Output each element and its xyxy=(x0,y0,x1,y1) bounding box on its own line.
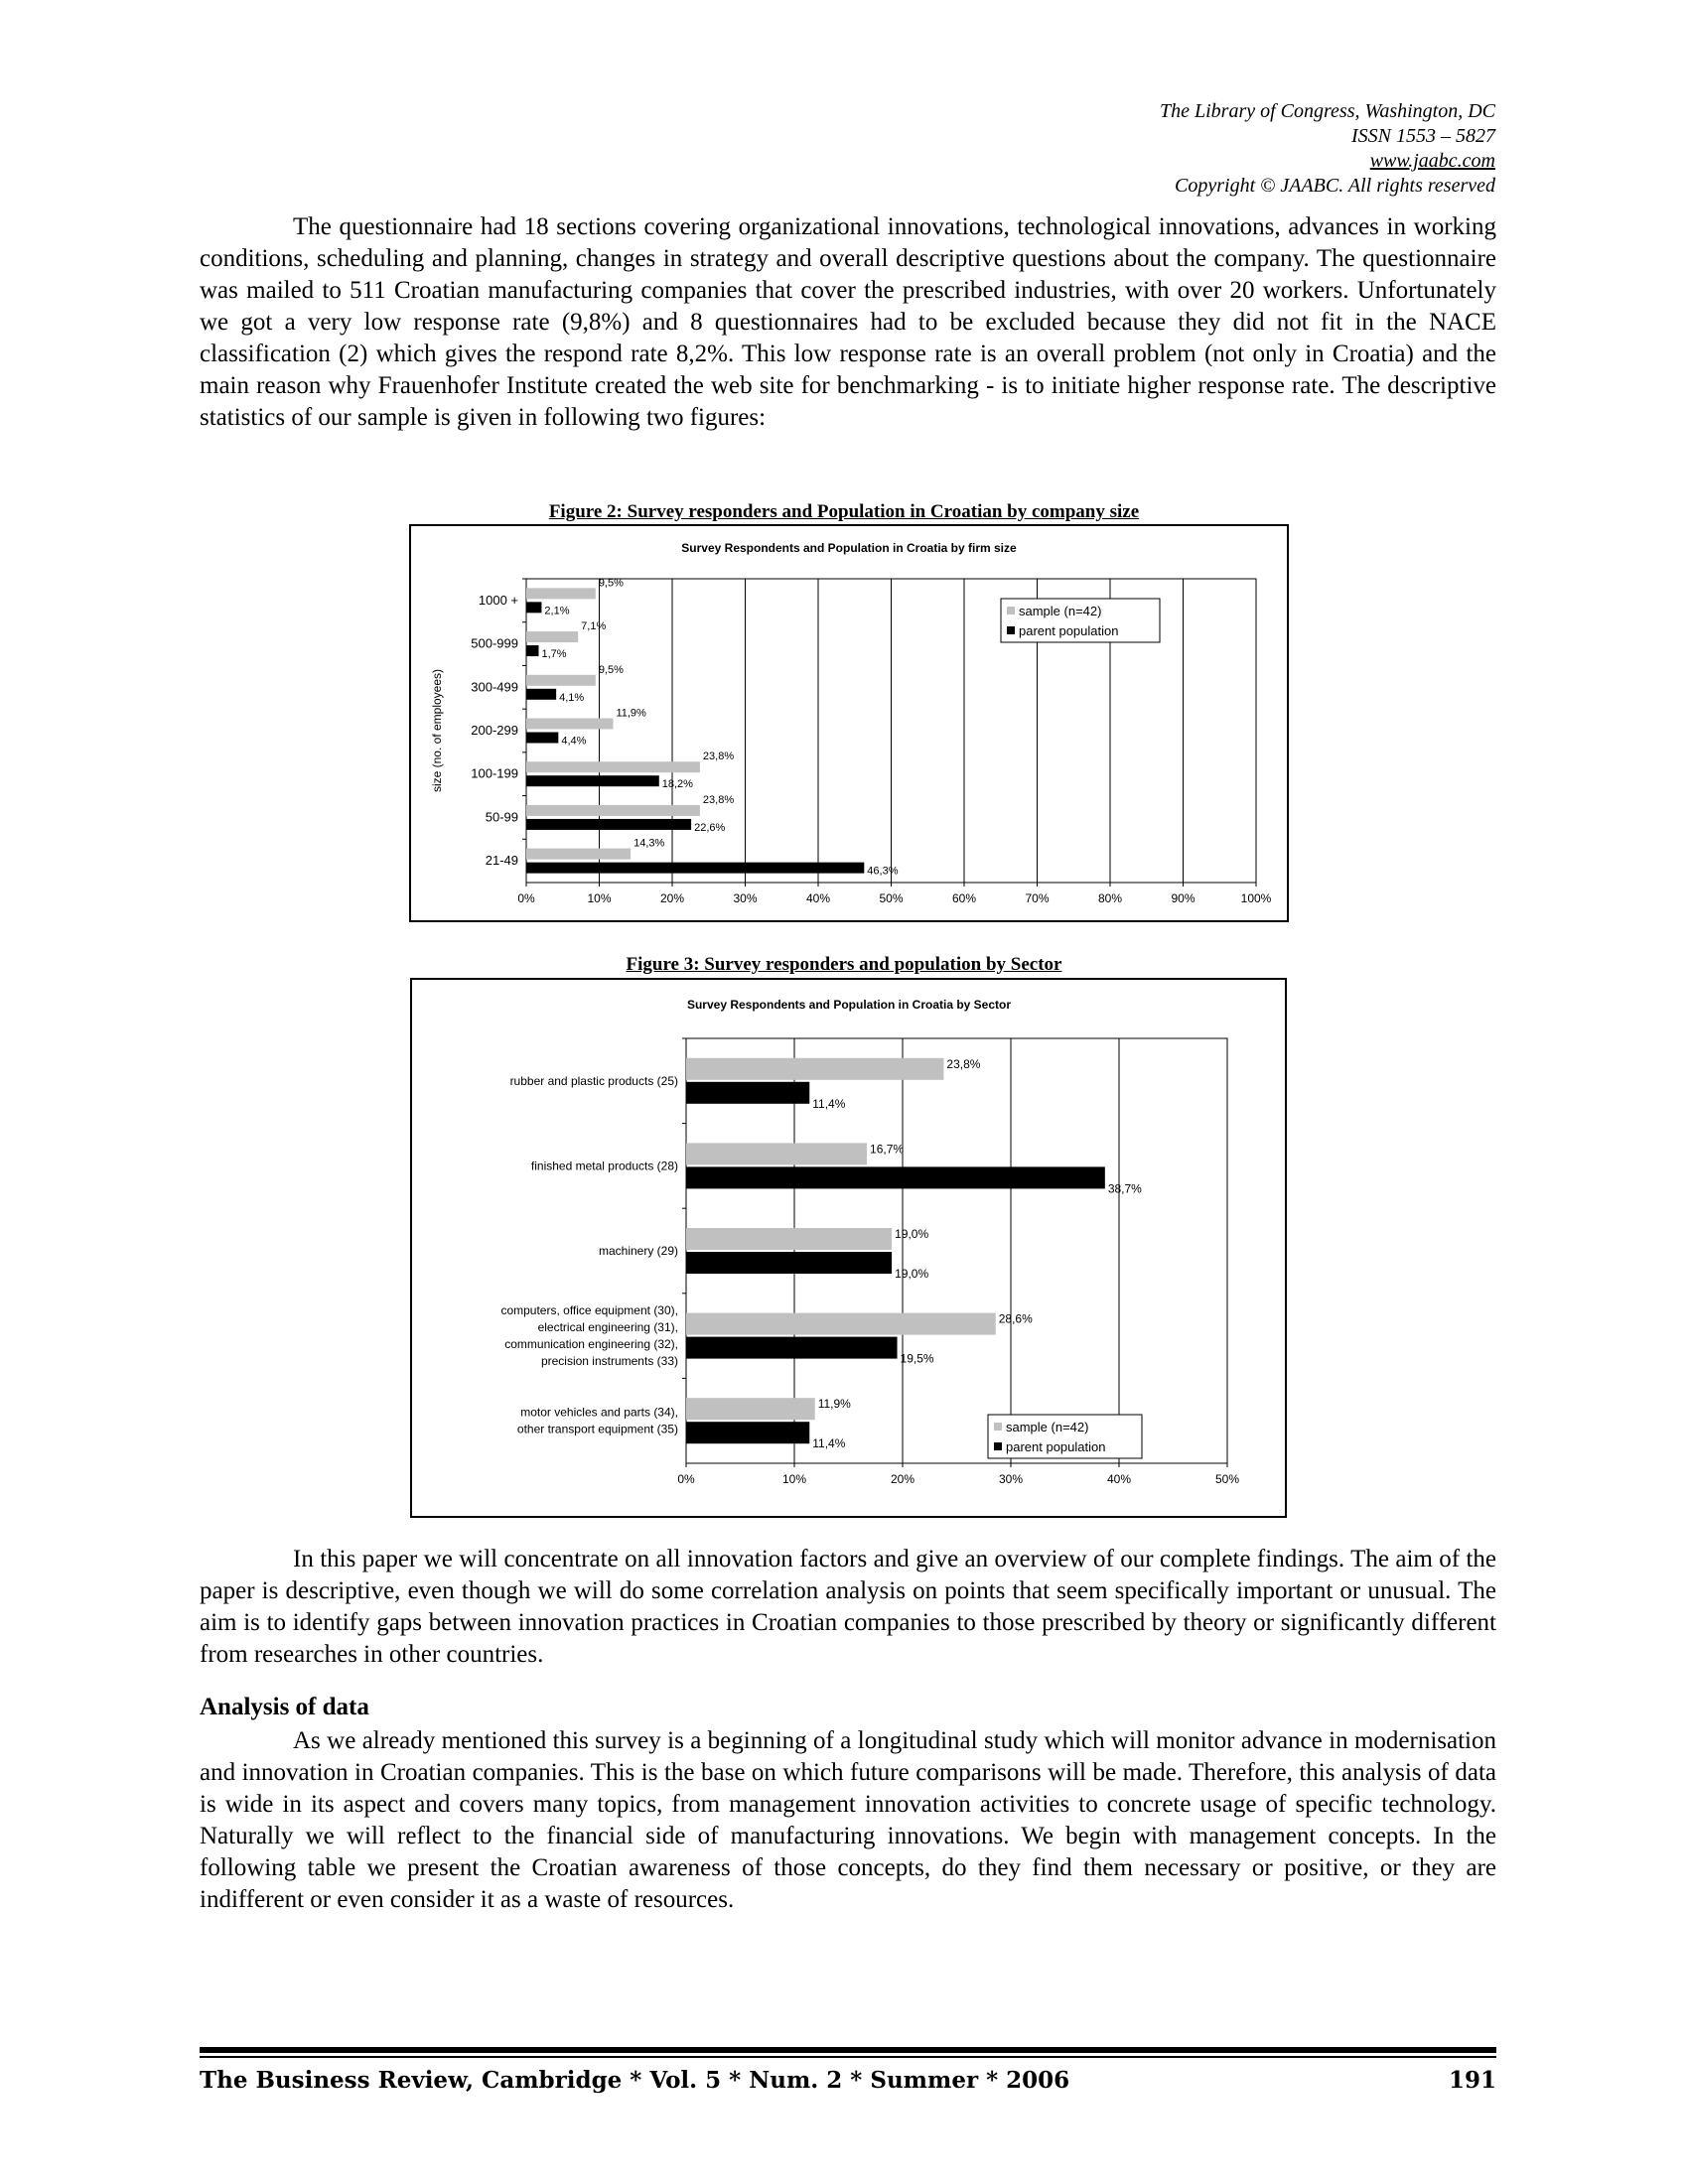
x-tick-label: 50% xyxy=(879,891,904,905)
bar-sample xyxy=(526,805,700,816)
data-label-sample: 9,5% xyxy=(598,577,624,590)
paragraph-text: In this paper we will concentrate on all innovation factors and give an overview of our complete findings. The aim of the paper is descriptive, even though we will do some correlation analysis on points that seem specifically important or unusual. The aim is to identify gaps between innovation practices in Croatian companies to those prescribed by theory or significantly different from researches in other countries. xyxy=(200,1546,1496,1668)
data-label-population: 4,1% xyxy=(559,691,585,704)
legend-swatch-population xyxy=(1007,626,1015,634)
data-label-sample: 19,0% xyxy=(895,1227,929,1241)
legend-label-population: parent population xyxy=(1019,623,1119,638)
figure-caption-text: Figure 3: Survey responders and population by Sector xyxy=(626,954,1062,975)
bar-sample xyxy=(526,719,613,730)
data-label-sample: 23,8% xyxy=(702,751,735,763)
bar-population xyxy=(686,1166,1105,1188)
bar-population xyxy=(526,645,538,656)
bar-sample xyxy=(526,761,700,772)
bar-population xyxy=(686,1082,809,1104)
data-label-population: 19,5% xyxy=(900,1351,934,1366)
x-tick-label: 10% xyxy=(587,891,612,905)
bar-population xyxy=(526,819,691,830)
bar-sample xyxy=(686,1398,815,1420)
bar-population xyxy=(686,1422,809,1443)
bar-sample xyxy=(686,1313,996,1335)
bar-sample xyxy=(686,1143,867,1164)
legend-swatch-population xyxy=(994,1442,1002,1450)
category-label: 50-99 xyxy=(485,809,518,825)
x-tick-label: 100% xyxy=(1240,891,1272,905)
x-tick-label: 30% xyxy=(998,1472,1024,1486)
bar-population xyxy=(526,689,556,700)
category-label: electrical engineering (31), xyxy=(537,1320,678,1335)
data-label-population: 1,7% xyxy=(541,648,567,661)
category-label: 21-49 xyxy=(485,853,518,869)
header-library: The Library of Congress, Washington, DC xyxy=(1159,100,1495,122)
footer-rule xyxy=(200,2047,1496,2058)
data-label-population: 4,4% xyxy=(561,735,587,748)
data-label-sample: 28,6% xyxy=(998,1311,1033,1326)
x-tick-label: 90% xyxy=(1171,891,1196,905)
section-heading-analysis: Analysis of data xyxy=(200,1694,369,1720)
bar-population xyxy=(526,602,541,613)
sector-bar-chart xyxy=(412,980,1285,1516)
y-axis-label: size (no. of employees) xyxy=(430,668,444,793)
bar-population xyxy=(686,1252,892,1274)
figure-2-chart xyxy=(409,524,1289,922)
legend-label-sample: sample (n=42) xyxy=(1019,604,1102,618)
x-tick-label: 70% xyxy=(1025,891,1050,905)
data-label-population: 11,4% xyxy=(812,1436,846,1451)
category-label: 300-499 xyxy=(471,679,518,695)
paragraph-text: As we already mentioned this survey is a beginning of a longitudinal study which will monitor advance in modernisation and innovation in Croatian companies. This is the base on which future comparisons will be made. Therefore, this analysis of data is wide in its aspect and covers many topics, from management innovation activities to concrete usage of specific technology. Naturally we will reflect to the financial side of manufacturing innovations. We begin with management concepts. In the following table we present the Croatian awareness of those concepts, do they find them necessary or positive, or they are indifferent or even consider it as a waste of resources. xyxy=(200,1727,1496,1913)
data-label-sample: 11,9% xyxy=(817,1397,851,1412)
data-label-population: 11,4% xyxy=(812,1096,846,1111)
category-label: 100-199 xyxy=(471,765,518,781)
paragraph-text: The questionnaire had 18 sections covering organizational innovations, technological innovations, advances in working conditions, scheduling and planning, changes in strategy and overall descriptive questions about the company. The questionnaire was mailed to 511 Croatian manufacturing companies that cover the prescribed industries, with over 20 workers. Unfortunately we got a very low response rate (9,8%) and 8 questionnaires had to be excluded because they did not fit in the NACE classification (2) which gives the respond rate 8,2%. This low response rate is an overall problem (not only in Croatia) and the main reason why Frauenhofer Institute created the web site for benchmarking - is to initiate higher response rate. The descriptive statistics of our sample is given in following two figures: xyxy=(200,213,1496,431)
legend-swatch-sample xyxy=(994,1423,1002,1431)
category-label: precision instruments (33) xyxy=(540,1354,678,1369)
data-label-population: 22,6% xyxy=(694,821,726,834)
category-label: motor vehicles and parts (34), xyxy=(520,1405,678,1420)
bar-sample xyxy=(526,631,578,642)
chart-title: Survey Respondents and Population in Croatia by Sector xyxy=(686,998,1012,1012)
data-label-sample: 16,7% xyxy=(870,1142,905,1157)
body-paragraph-2 xyxy=(200,1544,1496,1671)
category-label: 500-999 xyxy=(471,635,518,651)
category-label: other transport equipment (35) xyxy=(516,1422,678,1436)
data-label-sample: 23,8% xyxy=(946,1056,981,1071)
category-label: 1000 + xyxy=(478,592,518,608)
x-tick-label: 20% xyxy=(659,891,685,905)
data-label-sample: 23,8% xyxy=(702,793,735,806)
x-tick-label: 20% xyxy=(890,1472,915,1486)
legend-label-population: parent population xyxy=(1006,1439,1106,1454)
category-label: finished metal products (28) xyxy=(530,1159,678,1173)
bar-population xyxy=(686,1337,898,1359)
x-tick-label: 80% xyxy=(1097,891,1123,905)
x-tick-label: 0% xyxy=(677,1472,695,1486)
page-number: 191 xyxy=(1448,2067,1496,2094)
category-label: machinery (29) xyxy=(598,1244,678,1258)
bar-population xyxy=(526,733,558,744)
header-copyright: Copyright © JAABC. All rights reserved xyxy=(1175,175,1495,197)
figure-caption-text: Figure 2: Survey responders and Population in Croatian by company size xyxy=(548,501,1140,522)
x-tick-label: 0% xyxy=(517,891,535,905)
category-label: communication engineering (32), xyxy=(504,1337,678,1352)
bar-sample xyxy=(526,588,596,599)
data-label-sample: 14,3% xyxy=(633,837,665,850)
category-label: computers, office equipment (30), xyxy=(500,1303,678,1318)
data-label-population: 18,2% xyxy=(661,778,693,791)
x-tick-label: 10% xyxy=(781,1472,807,1486)
data-label-sample: 7,1% xyxy=(581,620,607,633)
data-label-sample: 11,9% xyxy=(616,707,646,720)
data-label-population: 38,7% xyxy=(1107,1181,1142,1196)
figure-2-caption xyxy=(0,501,1688,523)
bar-sample xyxy=(526,849,631,860)
figure-3-caption xyxy=(0,954,1688,976)
chart-title: Survey Respondents and Population in Croatia by firm size xyxy=(681,541,1017,555)
x-tick-label: 40% xyxy=(1106,1472,1132,1486)
firm-size-bar-chart xyxy=(411,526,1287,920)
body-paragraph-3 xyxy=(200,1725,1496,1916)
bar-population xyxy=(526,775,659,786)
data-label-population: 2,1% xyxy=(544,605,570,617)
body-paragraph-1 xyxy=(200,211,1496,434)
figure-3-chart xyxy=(410,978,1287,1518)
header-website-link[interactable]: www.jaabc.com xyxy=(1369,150,1495,172)
data-label-population: 46,3% xyxy=(867,865,899,878)
bar-sample xyxy=(686,1058,943,1080)
legend-label-sample: sample (n=42) xyxy=(1006,1420,1089,1434)
data-label-sample: 9,5% xyxy=(598,663,624,676)
footer-journal-info: The Business Review, Cambridge * Vol. 5 * Num. 2 * Summer * 2006 xyxy=(200,2067,1070,2094)
x-tick-label: 50% xyxy=(1214,1472,1240,1486)
category-label: rubber and plastic products (25) xyxy=(509,1073,678,1088)
running-header xyxy=(1160,99,1495,199)
x-tick-label: 30% xyxy=(733,891,758,905)
x-tick-label: 40% xyxy=(805,891,831,905)
x-tick-label: 60% xyxy=(951,891,977,905)
category-label: 200-299 xyxy=(471,723,518,738)
header-issn: ISSN 1553 – 5827 xyxy=(1351,125,1495,147)
legend-swatch-sample xyxy=(1007,607,1015,614)
bar-sample xyxy=(686,1228,892,1250)
bar-population xyxy=(526,863,864,874)
data-label-population: 19,0% xyxy=(895,1267,929,1281)
bar-sample xyxy=(526,675,596,686)
